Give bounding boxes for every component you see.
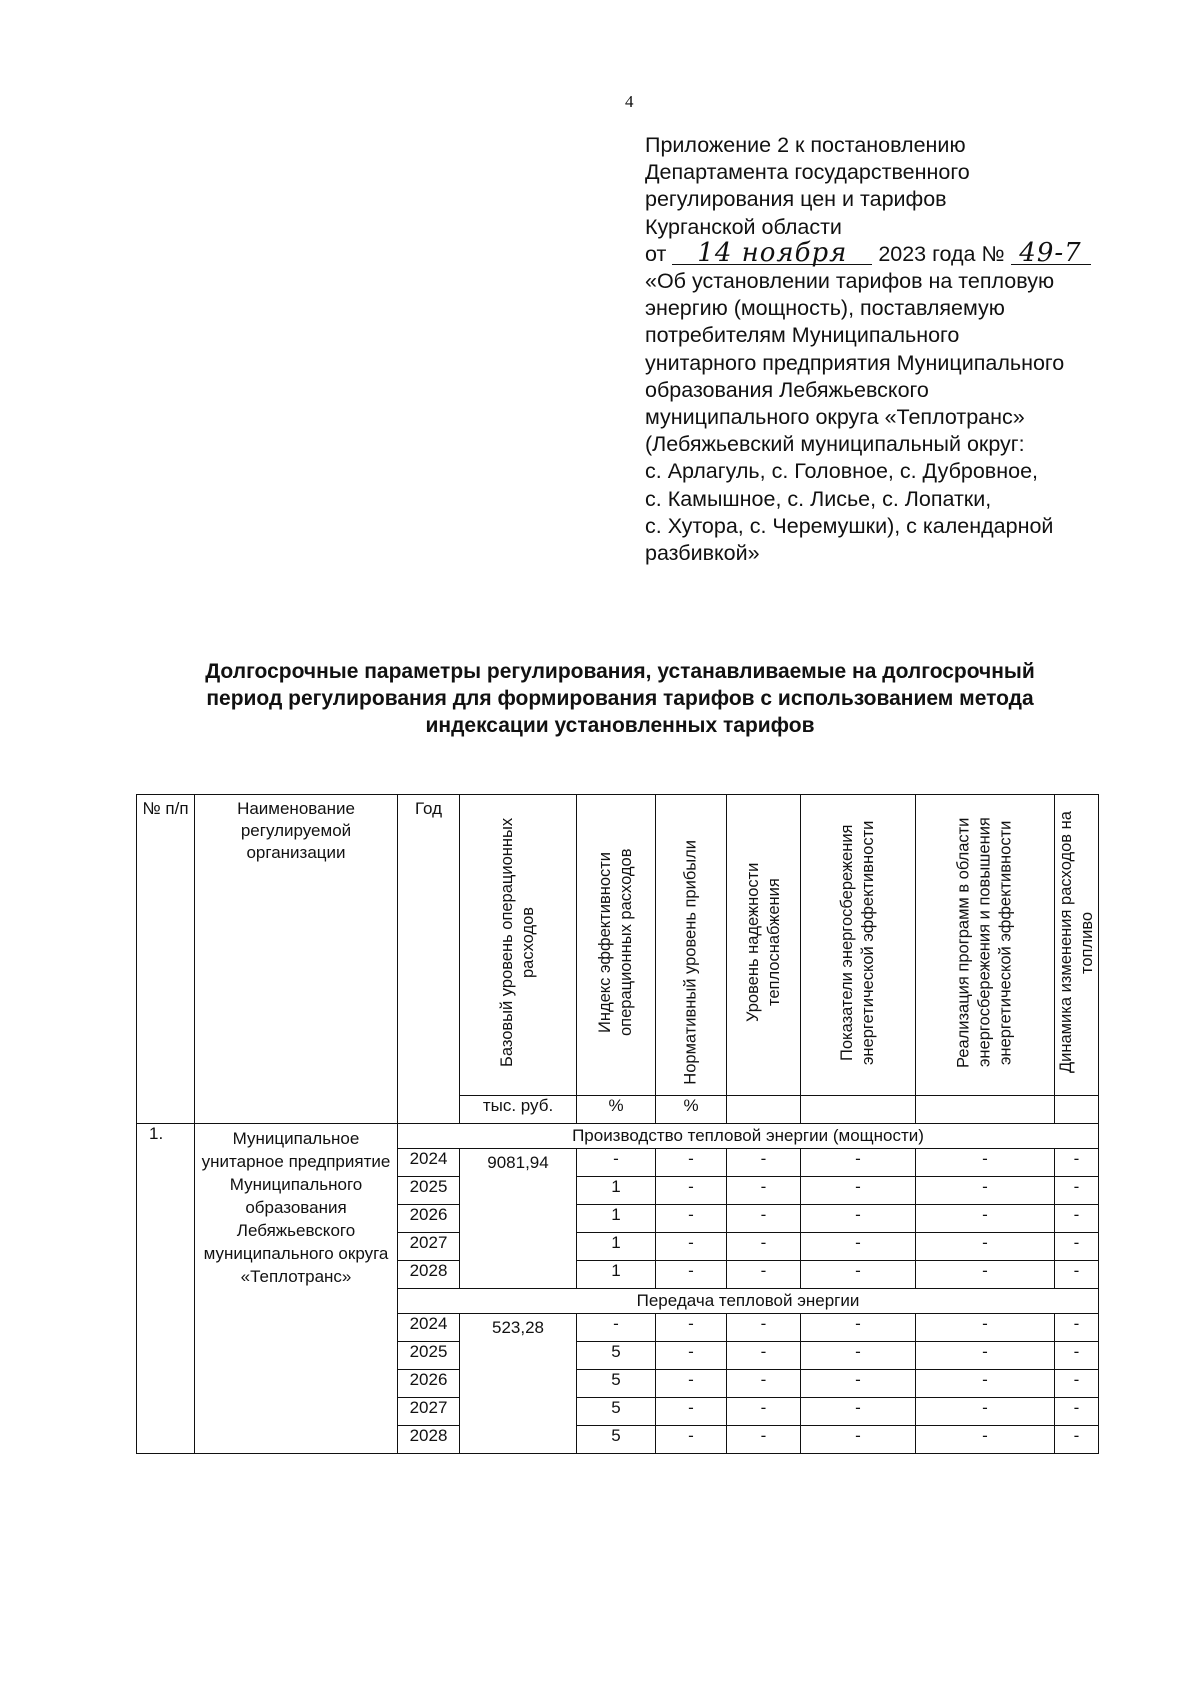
cell-energy-saving: -	[801, 1370, 916, 1398]
title-line: Долгосрочные параметры регулирования, устанавливаемые на долгосрочный	[205, 660, 1035, 683]
year-label: 2023 года №	[878, 241, 1005, 266]
cell-reliability: -	[727, 1370, 801, 1398]
cell-index: -	[577, 1149, 656, 1177]
cell-index: -	[577, 1314, 656, 1342]
section-row	[137, 1124, 1099, 1149]
header-num: № п/п	[137, 795, 195, 1124]
cell-profit: -	[656, 1342, 727, 1370]
cell-reliability: -	[727, 1205, 801, 1233]
unit-profit: %	[656, 1096, 727, 1124]
unit-base: тыс. руб.	[460, 1096, 577, 1124]
appendix-line: энергию (мощность), поставляемую	[645, 296, 1005, 321]
cell-index: 5	[577, 1342, 656, 1370]
section-title: Производство тепловой энергии (мощности)	[398, 1124, 1099, 1149]
cell-year: 2027	[398, 1398, 460, 1426]
cell-energy-saving: -	[801, 1177, 916, 1205]
appendix-line: муниципального округа «Теплотранс»	[645, 405, 1025, 430]
appendix-line: «Об установлении тарифов на тепловую	[645, 269, 1055, 294]
header-energy-saving-text: Показатели энергосбережения энергетической эффективности	[838, 820, 877, 1065]
cell-year: 2028	[398, 1261, 460, 1289]
cell-base-level: 9081,94	[460, 1149, 577, 1289]
cell-energy-saving: -	[801, 1314, 916, 1342]
header-year: Год	[398, 795, 460, 1124]
cell-programs: -	[916, 1233, 1055, 1261]
organization-name: Муниципальное унитарное предприятие Муниципального образования Лебяжьевского муниципального округа «Теплотранс»	[195, 1124, 398, 1454]
cell-programs: -	[916, 1398, 1055, 1426]
cell-year: 2025	[398, 1342, 460, 1370]
cell-index: 1	[577, 1233, 656, 1261]
cell-year: 2024	[398, 1314, 460, 1342]
cell-energy-saving: -	[801, 1398, 916, 1426]
title-line: индексации установленных тарифов	[425, 714, 815, 737]
from-label: от	[645, 241, 667, 266]
header-energy-saving	[801, 795, 916, 1096]
row-number: 1.	[137, 1124, 195, 1454]
header-profit	[656, 795, 727, 1096]
cell-energy-saving: -	[801, 1205, 916, 1233]
cell-profit: -	[656, 1149, 727, 1177]
appendix-line: с. Камышное, с. Лисье, с. Лопатки,	[645, 486, 992, 511]
cell-profit: -	[656, 1261, 727, 1289]
cell-profit: -	[656, 1233, 727, 1261]
header-programs-text: Реализация программ в области энергосбережения и повышения энергетической эффективности	[954, 817, 1015, 1068]
cell-programs: -	[916, 1149, 1055, 1177]
cell-fuel: -	[1055, 1398, 1099, 1426]
cell-programs: -	[916, 1205, 1055, 1233]
header-row	[137, 795, 1099, 1096]
cell-profit: -	[656, 1426, 727, 1454]
appendix-block	[645, 132, 1145, 567]
appendix-line: регулирования цен и тарифов	[645, 187, 947, 212]
cell-profit: -	[656, 1370, 727, 1398]
header-reliability	[727, 795, 801, 1096]
header-organization: Наименование регулируемой организации	[195, 795, 398, 1124]
header-efficiency-index	[577, 795, 656, 1096]
cell-fuel: -	[1055, 1261, 1099, 1289]
appendix-line: Курганской области	[645, 214, 842, 239]
header-fuel	[1055, 795, 1099, 1096]
decree-date-line	[645, 237, 1145, 268]
cell-energy-saving: -	[801, 1342, 916, 1370]
unit-empty	[727, 1096, 801, 1124]
cell-reliability: -	[727, 1177, 801, 1205]
header-base-level-text: Базовый уровень операционных расходов	[498, 817, 537, 1068]
cell-index: 1	[577, 1205, 656, 1233]
document-title	[120, 658, 1120, 739]
cell-energy-saving: -	[801, 1149, 916, 1177]
cell-reliability: -	[727, 1261, 801, 1289]
appendix-line: с. Арлагуль, с. Головное, с. Дубровное,	[645, 459, 1038, 484]
handwritten-date: 14 ноября	[672, 242, 872, 265]
cell-energy-saving: -	[801, 1261, 916, 1289]
appendix-line: (Лебяжьевский муниципальный округ:	[645, 432, 1025, 457]
cell-fuel: -	[1055, 1205, 1099, 1233]
cell-energy-saving: -	[801, 1426, 916, 1454]
cell-programs: -	[916, 1261, 1055, 1289]
cell-fuel: -	[1055, 1314, 1099, 1342]
section-title: Передача тепловой энергии	[398, 1289, 1099, 1314]
appendix-line: образования Лебяжьевского	[645, 377, 929, 402]
cell-reliability: -	[727, 1149, 801, 1177]
header-profit-text: Нормативный уровень прибыли	[681, 840, 700, 1085]
cell-fuel: -	[1055, 1370, 1099, 1398]
cell-index: 1	[577, 1177, 656, 1205]
cell-year: 2028	[398, 1426, 460, 1454]
header-fuel-text: Динамика изменения расходов на топливо	[1056, 811, 1096, 1074]
header-base-level	[460, 795, 577, 1096]
cell-base-level: 523,28	[460, 1314, 577, 1454]
cell-index: 1	[577, 1261, 656, 1289]
cell-fuel: -	[1055, 1233, 1099, 1261]
cell-year: 2025	[398, 1177, 460, 1205]
cell-programs: -	[916, 1177, 1055, 1205]
cell-fuel: -	[1055, 1426, 1099, 1454]
appendix-line: с. Хутора, с. Черемушки), с календарной	[645, 513, 1054, 538]
cell-fuel: -	[1055, 1149, 1099, 1177]
cell-programs: -	[916, 1314, 1055, 1342]
cell-reliability: -	[727, 1426, 801, 1454]
unit-index: %	[577, 1096, 656, 1124]
cell-reliability: -	[727, 1314, 801, 1342]
cell-year: 2026	[398, 1205, 460, 1233]
appendix-line: потребителям Муниципального	[645, 323, 960, 348]
regulation-parameters-table	[136, 794, 1099, 1454]
cell-profit: -	[656, 1314, 727, 1342]
cell-profit: -	[656, 1398, 727, 1426]
appendix-line: разбивкой»	[645, 541, 760, 566]
cell-year: 2026	[398, 1370, 460, 1398]
cell-reliability: -	[727, 1398, 801, 1426]
cell-index: 5	[577, 1426, 656, 1454]
handwritten-number: 49-7	[1011, 242, 1091, 265]
cell-index: 5	[577, 1370, 656, 1398]
cell-fuel: -	[1055, 1177, 1099, 1205]
title-line: период регулирования для формирования тарифов с использованием метода	[206, 687, 1034, 710]
header-efficiency-index-text: Индекс эффективности операционных расходов	[596, 848, 635, 1037]
cell-index: 5	[577, 1398, 656, 1426]
cell-year: 2027	[398, 1233, 460, 1261]
cell-profit: -	[656, 1205, 727, 1233]
appendix-line: Департамента государственного	[645, 160, 970, 185]
cell-year: 2024	[398, 1149, 460, 1177]
cell-fuel: -	[1055, 1342, 1099, 1370]
cell-programs: -	[916, 1426, 1055, 1454]
cell-programs: -	[916, 1370, 1055, 1398]
appendix-line: Приложение 2 к постановлению	[645, 133, 966, 157]
unit-empty	[916, 1096, 1055, 1124]
cell-energy-saving: -	[801, 1233, 916, 1261]
appendix-line: унитарного предприятия Муниципального	[645, 350, 1065, 375]
page-number: 4	[625, 92, 634, 111]
unit-empty	[801, 1096, 916, 1124]
unit-empty	[1055, 1096, 1099, 1124]
header-reliability-text: Уровень надежности теплоснабжения	[743, 862, 783, 1023]
header-programs	[916, 795, 1055, 1096]
cell-profit: -	[656, 1177, 727, 1205]
cell-programs: -	[916, 1342, 1055, 1370]
cell-reliability: -	[727, 1342, 801, 1370]
cell-reliability: -	[727, 1233, 801, 1261]
